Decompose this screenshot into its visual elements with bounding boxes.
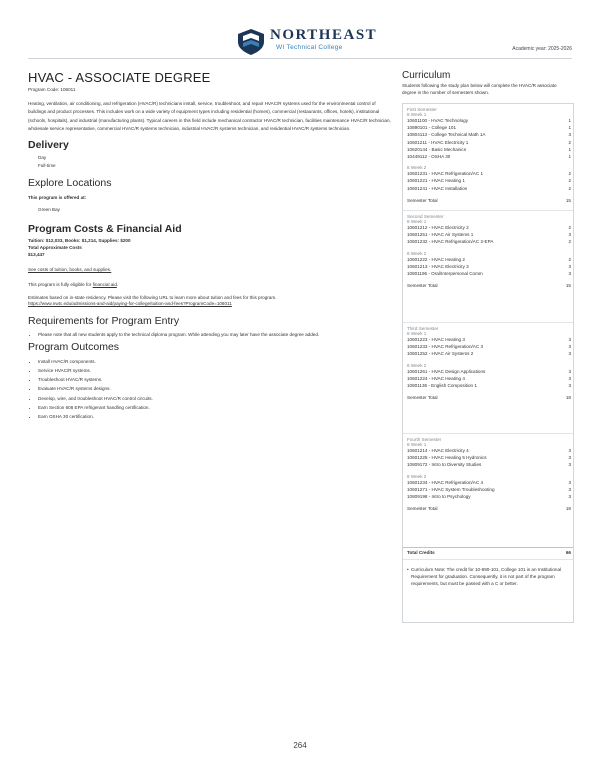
semester-total-label: Semester Total <box>407 197 438 203</box>
total-costs-label: Total Approximate Costs <box>28 244 82 250</box>
course-credits: 2 <box>568 178 571 184</box>
course-row <box>407 336 571 343</box>
outcome-item: • Earn OSHA 30 certification. <box>38 414 392 419</box>
requirements-list <box>28 332 392 337</box>
semester-total-row <box>407 506 571 513</box>
program-description: Heating, ventilation, air conditioning, and refrigeration (HVAC/R) technicians install, service, troubleshoot, and repair HVAC/R systems used for the environmental control of buildings and product processes. This includes work on a wide variety of equipment types including residential (homes), commercial (restaurants, offices, hotels), institutional (schools, hospitals), and industrial (manufacturing plants). Typical careers in this field include mechanical contractor HVAC/R technician, facilities maintenance HVAC/R technician, wholesale service representative, commercial HVAC/R systems technician, industrial HVAC/R systems technician, and residential HVAC/R systems technician. <box>28 101 391 132</box>
course-row <box>407 153 571 160</box>
course-credits: 2 <box>568 185 571 191</box>
course-credits: 3 <box>568 270 571 276</box>
outcome-item: • Install HVAC/R components. <box>38 359 392 364</box>
course-row <box>407 263 571 270</box>
course-row <box>407 224 571 231</box>
course-credits: 3 <box>568 344 571 350</box>
week-label: 8 Week 1 <box>407 442 427 447</box>
course-row <box>407 493 571 500</box>
program-title: HVAC - ASSOCIATE DEGREE <box>28 70 211 85</box>
semester-divider <box>403 322 573 323</box>
semester-divider <box>403 210 573 211</box>
course-credits: 1 <box>568 118 571 123</box>
course-name: 10601271 - HVAC System Troubleshooting <box>407 486 495 492</box>
course-row <box>407 139 571 146</box>
week-label: 8 Week 1 <box>407 112 427 117</box>
course-row <box>407 343 571 350</box>
course-row <box>407 146 571 153</box>
course-name: 10801196 - Oral/Interpersonal Comm <box>407 270 483 276</box>
semester-total-value: 15 <box>565 283 571 289</box>
course-name: 10601234 - HVAC Refrigeration/AC 4 <box>407 479 484 485</box>
course-name: 10601225 - HVAC Heating 5 Hydronics <box>407 455 487 461</box>
academic-year: Academic year: 2025-2026 <box>512 46 572 52</box>
course-row <box>407 375 571 382</box>
outcome-item: • Develop, wire, and troubleshoot HVAC/R control circuits. <box>38 396 392 401</box>
course-credits: 2 <box>568 256 571 262</box>
total-credits-row <box>407 549 571 556</box>
course-name: 10601213 - HVAC Electricity 3 <box>407 263 469 269</box>
location-item: Green Bay <box>38 206 60 212</box>
semester-block <box>407 326 571 402</box>
course-credits: 3 <box>568 351 571 357</box>
outcome-item: • Troubleshoot HVAC/R systems. <box>38 377 392 382</box>
course-name: 10809198 - Intro to Psychology <box>407 493 471 499</box>
week-label: 8 Week 2 <box>407 362 427 368</box>
week-label: 8 Week 2 <box>407 165 427 171</box>
outcome-item: • Service HVAC/R systems. <box>38 368 392 373</box>
semester-block <box>407 214 571 290</box>
course-row <box>407 486 571 493</box>
semester-title: Second Semester <box>407 214 444 219</box>
course-credits: 2 <box>568 239 571 245</box>
financial-aid-link[interactable]: financial aid <box>92 281 117 287</box>
requirements-heading: Requirements for Program Entry <box>28 314 180 327</box>
course-credits: 3 <box>568 462 571 468</box>
curriculum-table <box>402 103 574 623</box>
semester-total-row <box>407 395 571 402</box>
requirement-item: • Please note that all new students apply to the technical diploma program. While attending you may later have the associate degree added. <box>38 332 392 337</box>
financial-aid-end: . <box>116 281 119 287</box>
course-name: 10449112 - OSHA 30 <box>407 153 451 159</box>
week-label: 8 Week 2 <box>407 473 427 479</box>
course-row <box>407 479 571 486</box>
week-label: 8 Week 2 <box>407 250 427 256</box>
course-credits: 3 <box>568 337 571 342</box>
course-name: 10601261 - HVAC Design Applications <box>407 368 486 374</box>
logo-subtitle: WI Technical College <box>276 44 343 51</box>
semester-total-row <box>407 283 571 290</box>
course-row <box>407 131 571 138</box>
course-credits: 3 <box>568 375 571 381</box>
program-code: Program Code: 106011 <box>28 87 76 92</box>
financial-aid-text: This program is fully eligible for <box>28 281 92 287</box>
delivery-heading: Delivery <box>28 138 69 151</box>
course-credits: 3 <box>568 486 571 492</box>
course-name: 10801136 - English Composition 1 <box>407 382 477 388</box>
program-details <box>28 70 392 423</box>
total-credits-label: Total Credits <box>407 550 435 555</box>
curriculum-heading: Curriculum <box>402 70 451 81</box>
semester-total-value: 18 <box>565 395 571 401</box>
course-name: 10601221 - HVAC Heating 1 <box>407 178 465 184</box>
course-row <box>407 170 571 177</box>
semester-divider <box>403 433 573 434</box>
course-credits: 3 <box>568 232 571 238</box>
tuition-line: Tuition: $12,033, Books: $1,214, Supplies: $200 <box>28 237 131 243</box>
course-credits: 2 <box>568 225 571 230</box>
course-name: 10620144 - Basic Mechanics <box>407 146 466 152</box>
course-credits: 3 <box>568 368 571 374</box>
course-credits: 2 <box>568 139 571 145</box>
course-row <box>407 185 571 192</box>
course-row <box>407 461 571 468</box>
course-credits: 3 <box>568 479 571 485</box>
curriculum-note-text: Curriculum Note: The credit for 10-890-101, College 101 is an Institutional Requirement for graduation. Consequently, it is not part of the program requirements, but must be passed with a C or better. <box>411 567 562 587</box>
outcome-item: • Evaluate HVAC/R systems designs. <box>38 386 392 391</box>
course-row <box>407 368 571 375</box>
semester-title: Fourth Semester <box>407 437 442 442</box>
course-row <box>407 447 571 454</box>
see-costs-link[interactable]: See costs of tuition, books, and supplies. <box>28 266 112 272</box>
header-divider <box>28 58 572 59</box>
course-credits: 2 <box>568 171 571 177</box>
semester-title: Third Semester <box>407 326 439 331</box>
course-name: 10601211 - HVAC Electricity 1 <box>407 139 469 145</box>
total-credits-value: 66 <box>565 550 571 555</box>
course-row <box>407 124 571 131</box>
course-name: 10601100 - HVAC Technology <box>407 118 469 123</box>
total-costs-value: $13,447 <box>28 251 45 257</box>
course-name: 10601214 - HVAC Electricity 4 <box>407 448 469 453</box>
costs-heading: Program Costs & Financial Aid <box>28 222 182 235</box>
course-credits: 3 <box>568 132 571 138</box>
course-row <box>407 350 571 357</box>
course-credits: 1 <box>568 146 571 152</box>
course-credits: 1 <box>568 125 571 131</box>
week-label: 8 Week 1 <box>407 331 427 336</box>
tuition-url-link[interactable]: https://www.nwtc.edu/admissions-and-aid/paying-for-college/tuition-and-fees?ProgramCode=106011 <box>28 300 232 306</box>
locations-heading: Explore Locations <box>28 176 112 189</box>
outcome-item: • Earn Section 608 EPA refrigerant handling certification. <box>38 405 392 410</box>
curriculum-note <box>407 566 571 588</box>
semester-total-label: Semester Total <box>407 283 438 289</box>
course-name: 10601222 - HVAC Heating 2 <box>407 256 465 262</box>
course-name: 10804113 - College Technical Math 1A <box>407 132 486 138</box>
bullet-dot-icon: • <box>407 567 409 572</box>
course-name: 10601231 - HVAC Refrigeration/AC 1 <box>407 171 484 177</box>
course-row <box>407 177 571 184</box>
course-name: 10601223 - HVAC Heating 3 <box>407 337 465 342</box>
semester-total-value: 15 <box>565 197 571 203</box>
semester-total-row <box>407 198 571 205</box>
course-credits: 3 <box>568 448 571 453</box>
week-label: 8 Week 1 <box>407 219 427 224</box>
course-name: 10890101 - College 101 <box>407 125 457 131</box>
course-row <box>407 256 571 263</box>
outcomes-list <box>28 359 392 419</box>
curriculum-intro: Students following the study plan below will complete the HVAC/R associate degree in the number of semesters shown. <box>402 83 557 95</box>
semester-title: First Semester <box>407 107 437 112</box>
course-name: 10601224 - HVAC Heating 4 <box>407 375 465 381</box>
offered-at-label: This program is offered at: <box>28 194 87 200</box>
course-row <box>407 454 571 461</box>
course-name: 10601252 - HVAC Air Systems 2 <box>407 351 474 357</box>
course-name: 10601232 - HVAC Refrigeration/AC 2-EPA <box>407 239 494 245</box>
chevron-logo-icon <box>236 26 266 56</box>
course-credits: 3 <box>568 263 571 269</box>
semester-total-value: 18 <box>565 506 571 512</box>
course-credits: 1 <box>568 153 571 159</box>
course-row <box>407 382 571 389</box>
delivery-item: Full-time <box>38 162 56 168</box>
course-row <box>407 117 571 124</box>
course-row <box>407 231 571 238</box>
course-name: 10601233 - HVAC Refrigeration/AC 3 <box>407 344 484 350</box>
college-logo <box>236 26 376 56</box>
logo-name: NORTHEAST <box>270 27 378 43</box>
total-divider <box>403 547 573 548</box>
course-credits: 3 <box>568 455 571 461</box>
semester-block <box>407 437 571 513</box>
course-row <box>407 238 571 245</box>
page-number: 264 <box>293 741 307 750</box>
semester-total-label: Semester Total <box>407 506 438 512</box>
course-name: 10809172 - Intro to Diversity Studies <box>407 462 482 468</box>
outcomes-heading: Program Outcomes <box>28 340 120 353</box>
course-name: 10601241 - HVAC Installation <box>407 185 468 191</box>
delivery-item: Day <box>38 154 47 160</box>
course-name: 10601251 - HVAC Air Systems 1 <box>407 232 474 238</box>
financial-aid-line <box>28 282 392 287</box>
course-credits: 3 <box>568 382 571 388</box>
semester-total-label: Semester Total <box>407 395 438 401</box>
semester-block <box>407 107 571 205</box>
note-divider <box>403 559 573 560</box>
estimate-text: Estimates based on in-state residency. Please visit the following URL to learn more about tuition and fees for this program. <box>28 294 277 300</box>
course-credits: 3 <box>568 493 571 499</box>
course-name: 10601212 - HVAC Electricity 2 <box>407 225 469 230</box>
curriculum-panel <box>402 70 572 587</box>
course-row <box>407 270 571 277</box>
